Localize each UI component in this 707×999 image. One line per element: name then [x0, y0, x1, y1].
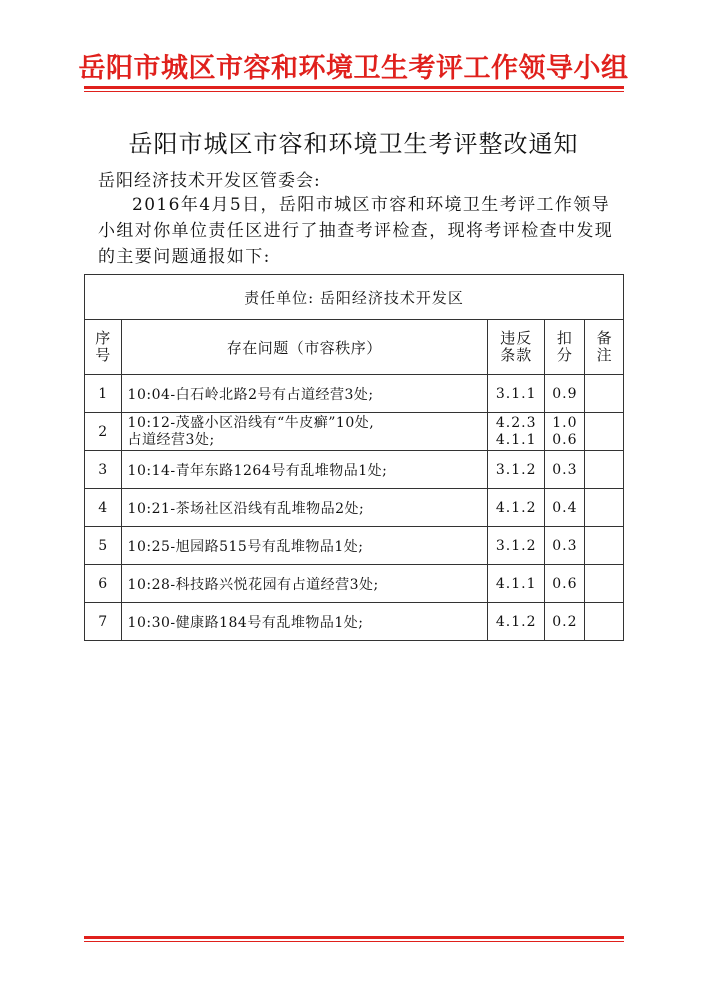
row-score: 0.4 [545, 489, 585, 527]
header-no [85, 320, 122, 375]
row-issue-line1: 10:12-茂盛小区沿线有“牛皮癣”10处, [127, 414, 375, 431]
header-note-line1: 备 [596, 329, 612, 347]
row-score-line1: 1.0 [552, 414, 578, 431]
header-score [545, 320, 585, 375]
table-row [85, 565, 624, 603]
row-clause-line2: 4.1.1 [495, 431, 537, 448]
unit-row [85, 275, 624, 320]
row-note [585, 489, 624, 527]
row-note [585, 603, 624, 641]
row-score: 0.3 [545, 527, 585, 565]
footer-rule-thin [84, 941, 624, 942]
row-no: 7 [85, 603, 122, 641]
row-issue: 10:28-科技路兴悦花园有占道经营3处; [121, 565, 487, 603]
header-note-line2: 注 [596, 346, 612, 364]
header-clause-line1: 违反 [500, 329, 533, 347]
row-clause [487, 413, 544, 451]
row-clause: 4.1.1 [487, 565, 544, 603]
row-no: 2 [85, 413, 122, 451]
row-issue: 10:30-健康路184号有乱堆物品1处; [121, 603, 487, 641]
table-row [85, 527, 624, 565]
header-score-line1: 扣 [556, 329, 573, 347]
row-clause: 3.1.1 [487, 375, 544, 413]
header-issue: 存在问题（市容秩序） [121, 320, 487, 375]
table-row [85, 451, 624, 489]
header-no-line1: 序 [95, 329, 111, 347]
row-issue: 10:04-白石岭北路2号有占道经营3处; [121, 375, 487, 413]
row-note [585, 413, 624, 451]
table-row [85, 413, 624, 451]
header-note [585, 320, 624, 375]
table-row [85, 603, 624, 641]
row-score: 0.3 [545, 451, 585, 489]
row-no: 3 [85, 451, 122, 489]
responsible-unit: 责任单位: 岳阳经济技术开发区 [85, 275, 624, 320]
row-no: 1 [85, 375, 122, 413]
table-row [85, 489, 624, 527]
header-score-line2: 分 [556, 346, 573, 364]
header-clause [487, 320, 544, 375]
row-score: 0.2 [545, 603, 585, 641]
row-note [585, 375, 624, 413]
row-issue: 10:25-旭园路515号有乱堆物品1处; [121, 527, 487, 565]
row-score: 0.6 [545, 565, 585, 603]
notice-title: 岳阳市城区市容和环境卫生考评整改通知 [128, 130, 579, 158]
footer-rule-thick [84, 936, 624, 939]
problems-table [84, 274, 624, 641]
row-no: 6 [85, 565, 122, 603]
row-no: 4 [85, 489, 122, 527]
header-clause-line2: 条款 [500, 346, 533, 364]
row-note [585, 565, 624, 603]
row-clause-line1: 4.2.3 [495, 414, 537, 431]
addressee: 岳阳经济技术开发区管委会: [98, 171, 321, 191]
row-note [585, 527, 624, 565]
row-score-line2: 0.6 [552, 431, 578, 448]
row-issue [121, 413, 487, 451]
org-header-title: 岳阳市城区市容和环境卫生考评工作领导小组 [78, 53, 629, 84]
header-no-line2: 号 [95, 346, 111, 364]
row-score [545, 413, 585, 451]
row-issue-line2: 占道经营3处; [127, 431, 215, 448]
row-clause: 4.1.2 [487, 603, 544, 641]
intro-paragraph: 2016年4月5日，岳阳市城区市容和环境卫生考评工作领导小组对你单位责任区进行了抽查考评检查，现将考评检查中发现的主要问题通报如下: [98, 195, 614, 267]
table-row [85, 375, 624, 413]
row-note [585, 451, 624, 489]
header-row [85, 320, 624, 375]
header-rule-thick [84, 86, 624, 89]
row-no: 5 [85, 527, 122, 565]
row-issue: 10:21-茶场社区沿线有乱堆物品2处; [121, 489, 487, 527]
row-clause: 3.1.2 [487, 451, 544, 489]
row-issue: 10:14-青年东路1264号有乱堆物品1处; [121, 451, 487, 489]
row-clause: 4.1.2 [487, 489, 544, 527]
row-score: 0.9 [545, 375, 585, 413]
header-rule-thin [84, 91, 624, 92]
row-clause: 3.1.2 [487, 527, 544, 565]
